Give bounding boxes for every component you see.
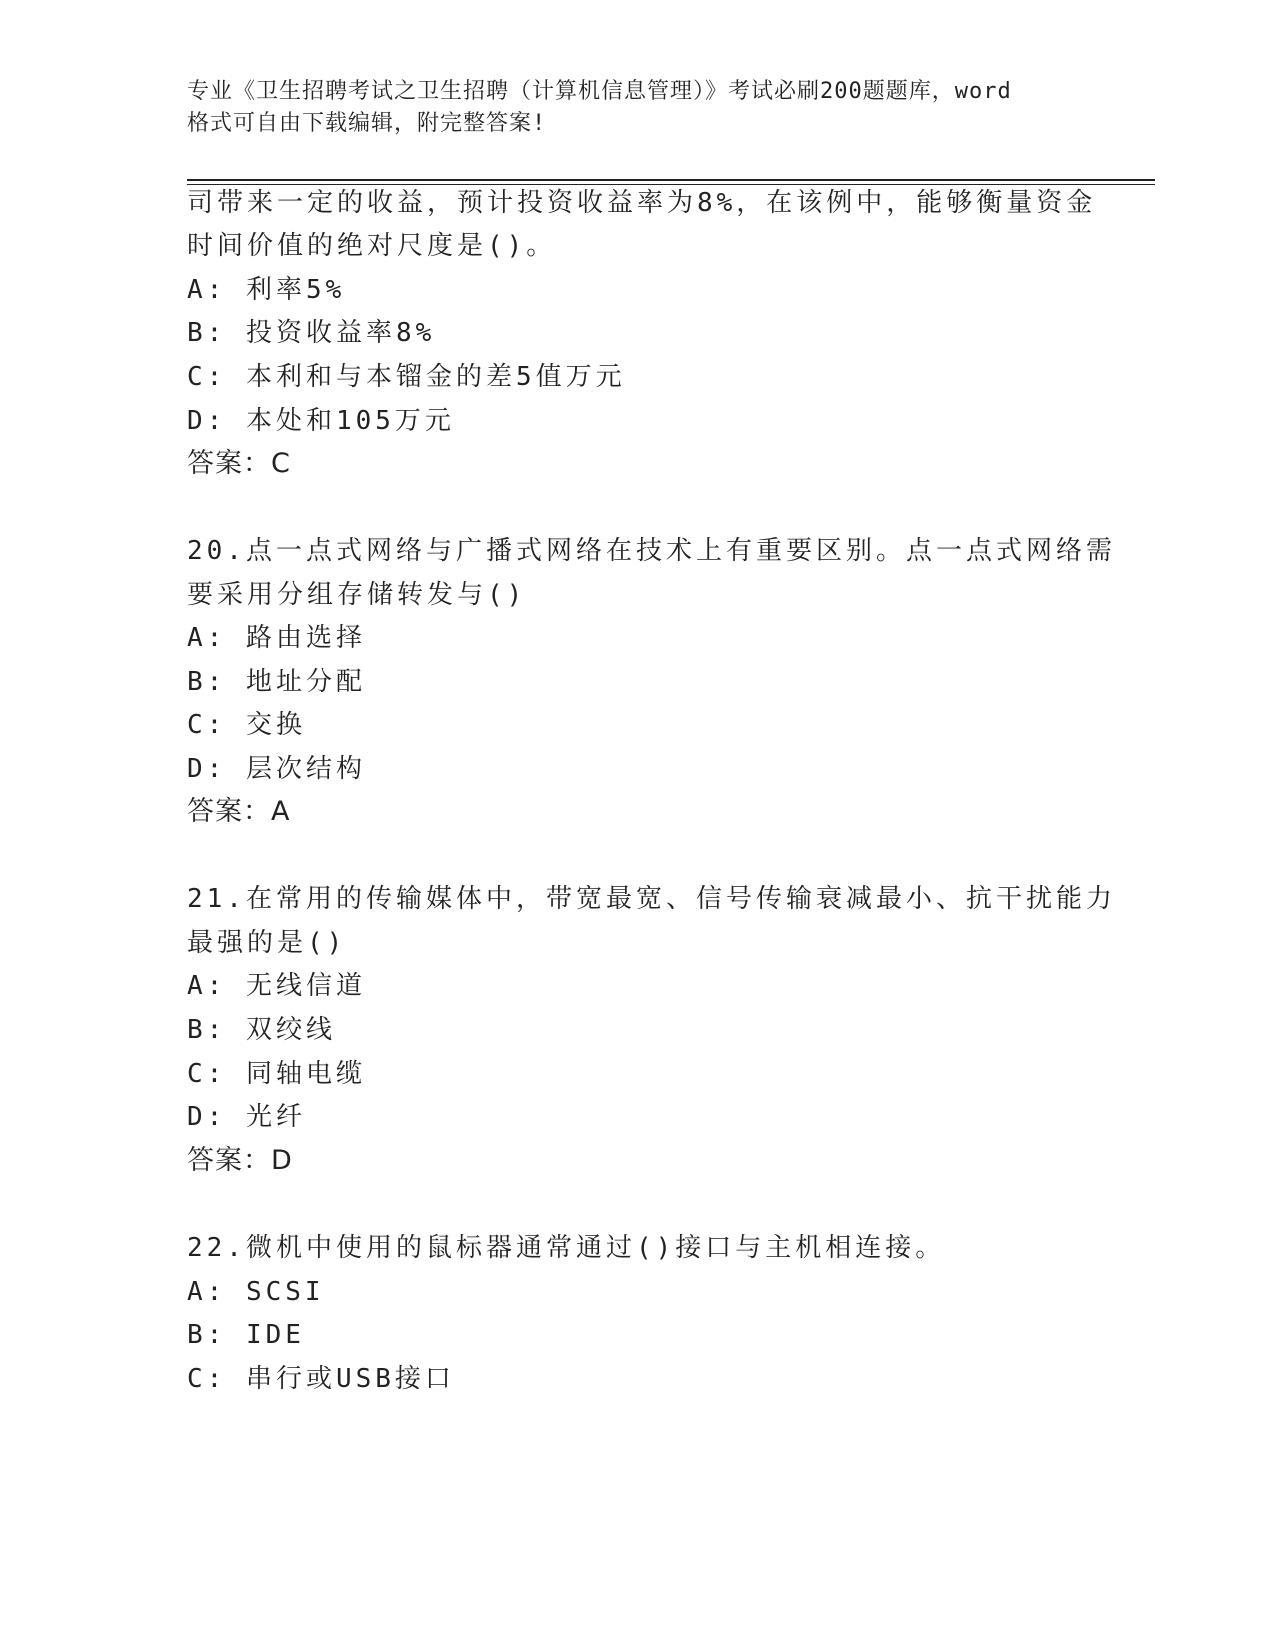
q20-stem-line-1: 20.点一点式网络与广播式网络在技术上有重要区别。点一点式网络需	[187, 536, 1116, 566]
document-header	[187, 76, 1087, 140]
q21-option-c: C: 同轴电缆	[187, 1059, 366, 1089]
header-line-1: 专业《卫生招聘考试之卫生招聘（计算机信息管理）》考试必刷200题题库，word	[187, 79, 1012, 104]
q20-stem-line-2: 要采用分组存储转发与()	[187, 580, 527, 610]
q20-option-a: A: 路由选择	[187, 623, 366, 653]
q19-stem-line-2: 时间价值的绝对尺度是()。	[187, 231, 557, 261]
q21-option-d: D: 光纤	[187, 1102, 306, 1132]
header-line-2: 格式可自由下载编辑，附完整答案!	[187, 111, 547, 136]
q20-option-d: D: 层次结构	[187, 754, 366, 784]
q21-stem-line-2: 最强的是()	[187, 928, 347, 958]
q19-option-b: B: 投资收益率8%	[187, 318, 436, 348]
q21-stem-line-1: 21.在常用的传输媒体中，带宽最宽、信号传输衰减最小、抗干扰能力	[187, 884, 1116, 914]
q21-answer: 答案：D	[187, 1145, 293, 1176]
q19-option-a: A: 利率5%	[187, 275, 346, 305]
q22-option-b: B: IDE	[187, 1320, 305, 1350]
q20-option-c: C: 交换	[187, 710, 306, 740]
q20-answer: 答案：A	[187, 796, 291, 827]
q19-option-d: D: 本处和105万元	[187, 406, 455, 436]
q20-option-b: B: 地址分配	[187, 667, 366, 697]
q19-stem-line-1: 司带来一定的收益，预计投资收益率为8%，在该例中，能够衡量资金	[187, 188, 1097, 218]
q19-option-c: C: 本利和与本镏金的差5值万元	[187, 362, 626, 392]
q21-option-b: B: 双绞线	[187, 1015, 336, 1045]
q22-stem-line-1: 22.微机中使用的鼠标器通常通过()接口与主机相连接。	[187, 1233, 946, 1263]
q21-option-a: A: 无线信道	[187, 971, 366, 1001]
header-divider-thin	[187, 184, 1155, 185]
q22-option-a: A: SCSI	[187, 1277, 325, 1307]
header-divider-thick	[187, 179, 1155, 181]
q19-answer: 答案：C	[187, 448, 291, 479]
q22-option-c: C: 串行或USB接口	[187, 1364, 455, 1394]
